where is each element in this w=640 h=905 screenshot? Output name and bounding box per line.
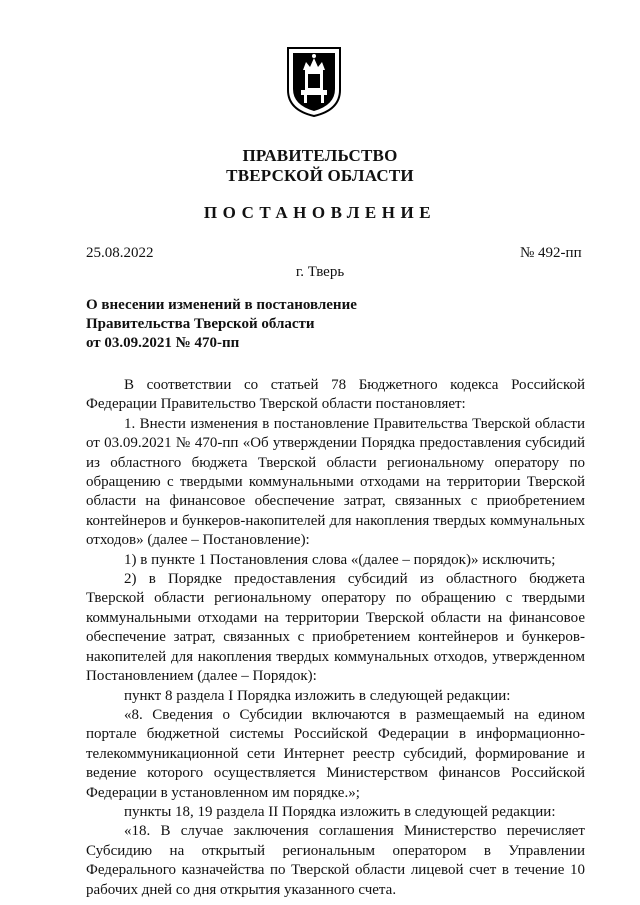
org-name-line2: ТВЕРСКОЙ ОБЛАСТИ (226, 166, 414, 185)
paragraph-point-8-text: «8. Сведения о Субсидии включаются в размещаемый на едином портале бюджетной системы Российской Федерации в информационно-телекоммуникационной сети Интернет реестр субсидий, формирование и ведение которого осуществляется Министерством финансов Российской Федерации в установленном им порядке.»; (86, 706, 585, 801)
org-name-line1: ПРАВИТЕЛЬСТВО (242, 146, 398, 165)
paragraph-point-8-intro: пункт 8 раздела I Порядка изложить в следующей редакции: (124, 687, 511, 704)
subject-line-3: от 03.09.2021 № 470-пп (86, 335, 240, 351)
document-body (86, 376, 585, 900)
paragraph-point-18-text: «18. В случае заключения соглашения Министерство перечисляет Субсидию на открытый региональным оператором в Управлении Федерального казначейства по Тверской области лицевой счет в течение 10 рабочих дней со дня открытия указанного счета. (86, 823, 585, 898)
paragraph-subitem-2: 2) в Порядке предоставления субсидий из областного бюджета Тверской области региональному оператору по обращению с твердыми коммунальными отходами на территории Тверской области на финансовое обеспечение затрат, связанных с приобретением контейнеров и бункеров-накопителей для накопления твердых коммунальных отходов, утвержденном Постановлением (далее – Порядок): (86, 571, 585, 685)
paragraph-item-1: 1. Внести изменения в постановление Правительства Тверской области от 03.09.2021 № 470-пп «Об утверждении Порядка предоставления субсидий из областного бюджета Тверской области региональному оператору по обращению с твердыми коммунальными отходами на территории Тверской области на финансовое обеспечение затрат, связанных с приобретением контейнеров и бункеров-накопителей для накопления твердых коммунальных отходов» (далее – Постановление): (86, 415, 585, 549)
paragraph-preamble: В соответствии со статьей 78 Бюджетного кодекса Российской Федерации Правительство Тверской области постановляет: (86, 377, 585, 413)
coat-of-arms-icon (284, 44, 344, 118)
subject-line-2: Правительства Тверской области (86, 316, 315, 332)
subject-line-1: О внесении изменений в постановление (86, 297, 357, 313)
document-type: ПОСТАНОВЛЕНИЕ (203, 203, 437, 222)
document-date: 25.08.2022 (86, 245, 154, 261)
document-subject (86, 296, 446, 353)
paragraph-points-18-19-intro: пункты 18, 19 раздела II Порядка изложить в следующей редакции: (124, 803, 556, 820)
paragraph-subitem-1: 1) в пункте 1 Постановления слова «(далее – порядок)» исключить; (124, 551, 556, 568)
document-city: г. Тверь (295, 264, 345, 280)
document-number: № 492-пп (520, 245, 582, 261)
